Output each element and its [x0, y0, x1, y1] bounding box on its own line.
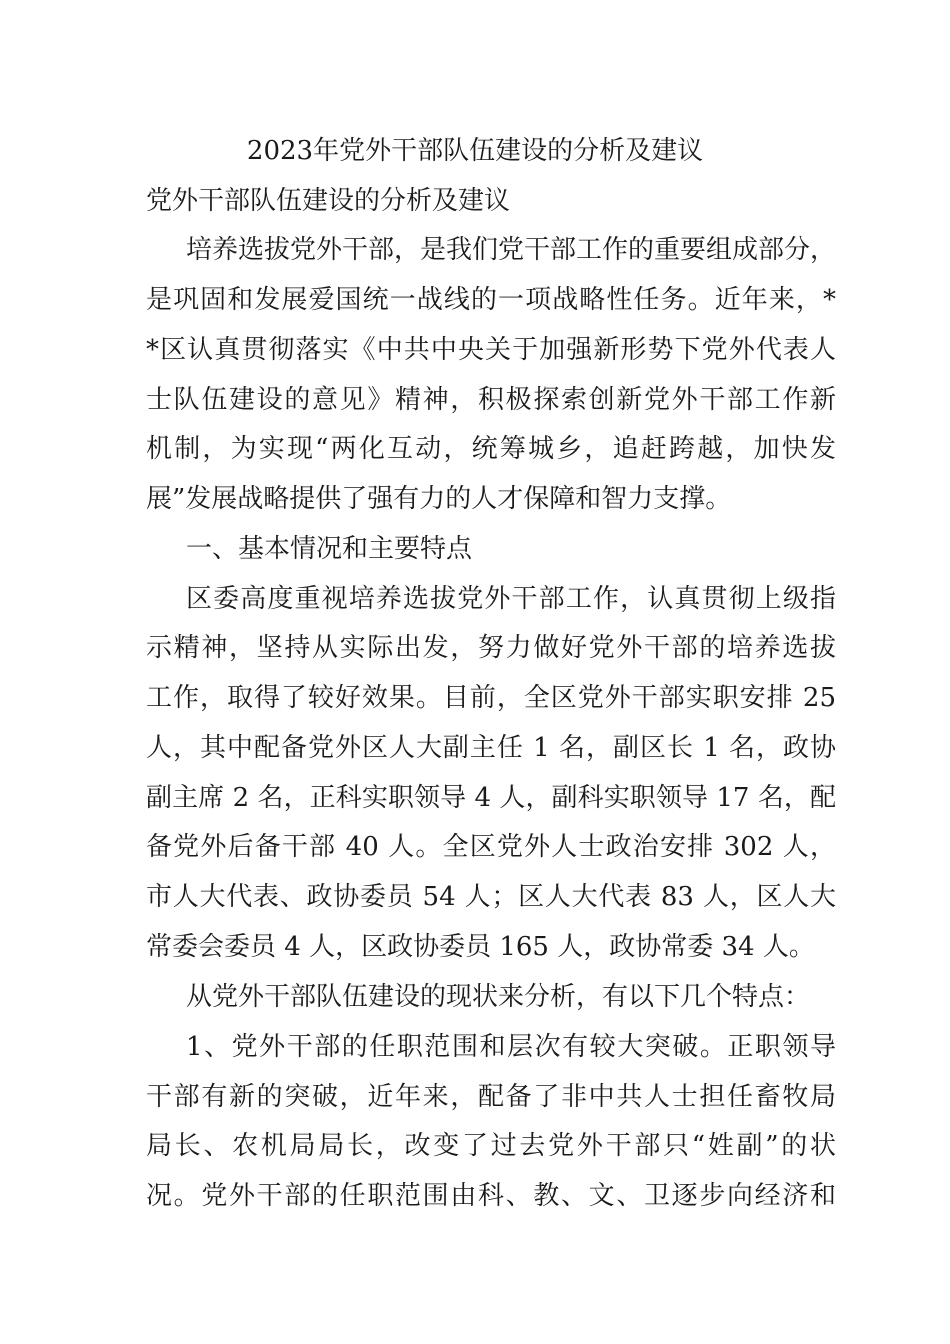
- paragraph-line: 副主席 2 名，正科实职领导 4 人，副科实职领导 17 名，配: [146, 783, 836, 813]
- document-title: 2023年党外干部队伍建设的分析及建议: [246, 136, 704, 166]
- paragraph-line: 1、党外干部的任职范围和层次有较大突破。正职领导: [186, 1032, 836, 1062]
- paragraph-line: 市人大代表、政协委员 54 人；区人大代表 83 人，区人大: [146, 882, 836, 912]
- paragraph-line: 示精神，坚持从实际出发，努力做好党外干部的培养选拔: [146, 633, 836, 663]
- section-heading: 一、基本情况和主要特点: [186, 534, 473, 564]
- paragraph-line: 从党外干部队伍建设的现状来分析，有以下几个特点：: [186, 982, 811, 1012]
- paragraph-line: 工作，取得了较好效果。目前，全区党外干部实职安排 25: [146, 683, 836, 713]
- paragraph-line: 人，其中配备党外区人大副主任 1 名，副区长 1 名，政协: [146, 733, 836, 763]
- paragraph-line: *区认真贯彻落实《中共中央关于加强新形势下党外代表人: [146, 335, 836, 365]
- paragraph-line: 展”发展战略提供了强有力的人才保障和智力支撑。: [146, 484, 732, 514]
- document-subtitle: 党外干部队伍建设的分析及建议: [146, 186, 511, 216]
- paragraph-line: 况。党外干部的任职范围由科、教、文、卫逐步向经济和: [146, 1181, 836, 1211]
- paragraph-line: 局长、农机局局长，改变了过去党外干部只“姓副”的状: [146, 1131, 836, 1161]
- paragraph-line: 常委会委员 4 人，区政协委员 165 人，政协常委 34 人。: [146, 932, 815, 962]
- paragraph-line: 干部有新的突破，近年来，配备了非中共人士担任畜牧局: [146, 1082, 836, 1112]
- paragraph-line: 培养选拔党外干部，是我们党干部工作的重要组成部分，: [186, 235, 837, 265]
- paragraph-line: 机制，为实现“两化互动，统筹城乡，追赶跨越，加快发: [146, 434, 836, 464]
- paragraph-line: 备党外后备干部 40 人。全区党外人士政治安排 302 人，: [146, 832, 836, 862]
- paragraph-line: 是巩固和发展爱国统一战线的一项战略性任务。近年来，*: [146, 285, 836, 315]
- paragraph-line: 士队伍建设的意见》精神，积极探索创新党外干部工作新: [146, 385, 836, 415]
- paragraph-line: 区委高度重视培养选拔党外干部工作，认真贯彻上级指: [186, 584, 836, 614]
